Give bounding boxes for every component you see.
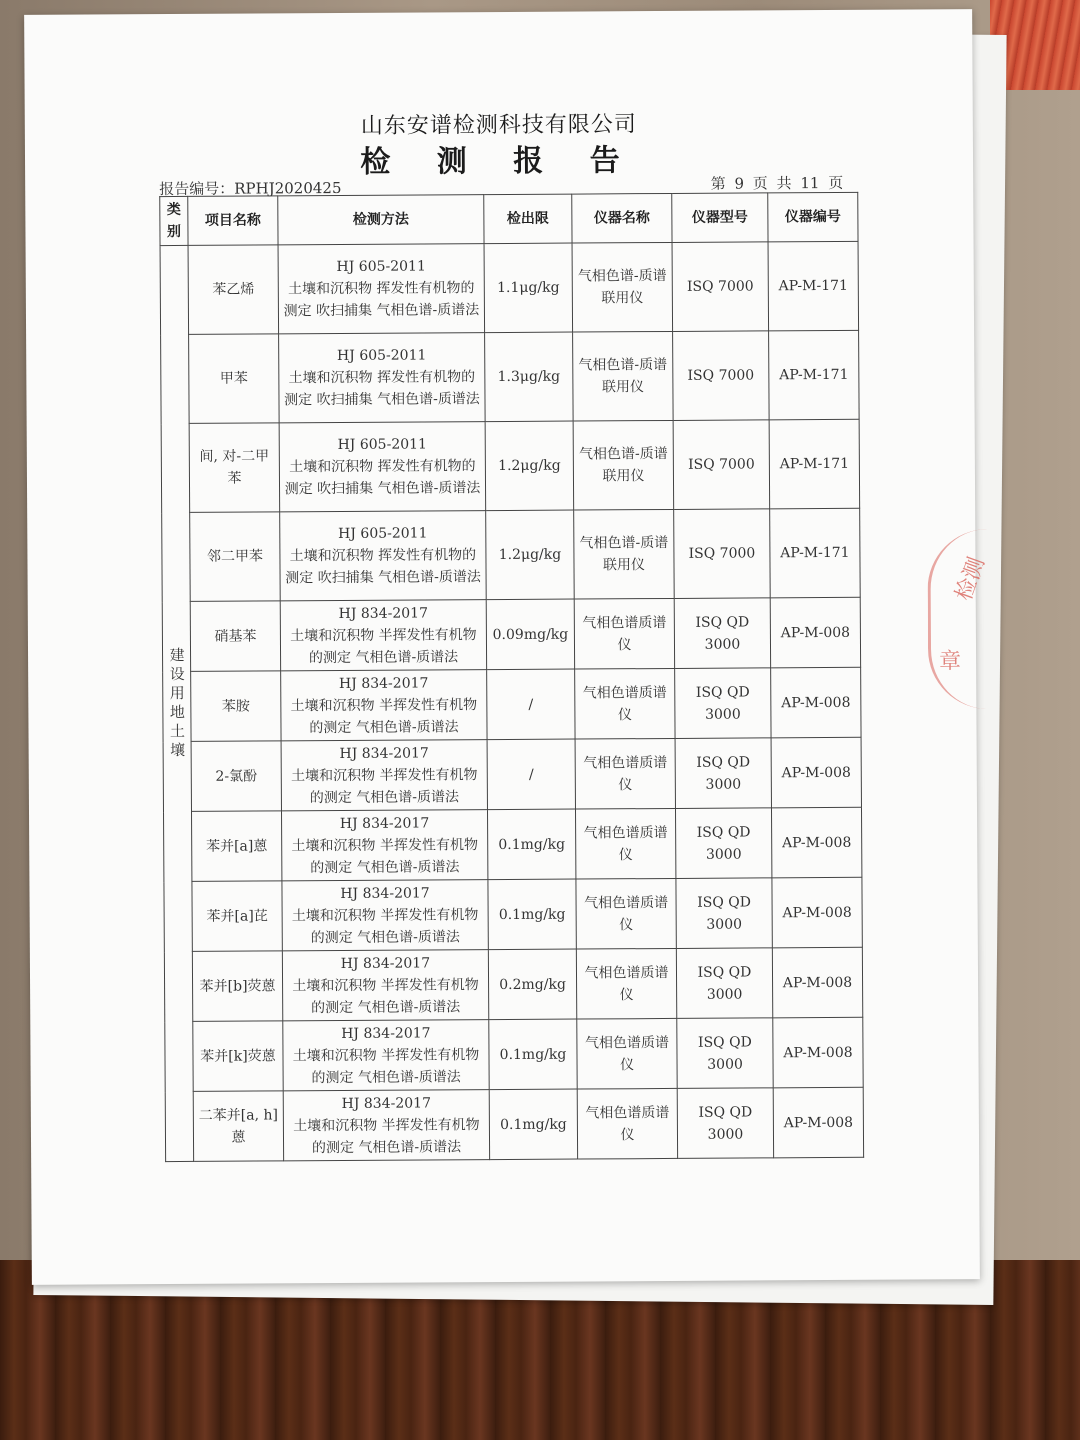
table-row [160, 241, 859, 334]
method-cell [280, 600, 486, 671]
header-instrument-model: 仪器型号 [672, 193, 768, 243]
method-cell [281, 740, 487, 811]
method-description: 土壤和沉积物 半挥发性有机物的测定 气相色谱-质谱法 [290, 766, 478, 806]
method-description: 土壤和沉积物 半挥发性有机物的测定 气相色谱-质谱法 [292, 1046, 480, 1086]
table-row [162, 508, 861, 601]
instrument-name-cell: 气相色谱质谱仪 [575, 808, 675, 879]
detection-limit-cell: / [487, 739, 575, 810]
document-title: 检 测 报 告 [360, 143, 638, 180]
method-cell [279, 333, 486, 423]
instrument-name-cell: 气相色谱质谱仪 [577, 1088, 677, 1159]
item-name-cell: 苯胺 [191, 671, 281, 742]
header-method: 检测方法 [278, 195, 484, 245]
item-name-cell: 间, 对-二甲苯 [189, 423, 280, 513]
stamp-text: 检测 [951, 554, 990, 604]
instrument-name-cell: 气相色谱-质谱联用仪 [574, 509, 675, 599]
header-detection-limit: 检出限 [484, 194, 572, 244]
instrument-name-cell: 气相色谱-质谱联用仪 [573, 420, 674, 510]
detection-limit-cell: 0.1mg/kg [488, 879, 576, 950]
report-page [24, 9, 990, 1285]
method-standard: HJ 834-2017 [341, 1024, 431, 1042]
instrument-model-cell: ISQ 7000 [673, 420, 770, 510]
table-row [164, 877, 862, 951]
method-standard: HJ 605-2011 [337, 436, 427, 454]
method-description: 土壤和沉积物 半挥发性有机物的测定 气相色谱-质谱法 [291, 836, 478, 876]
instrument-id-cell: AP-M-171 [768, 241, 859, 331]
header-instrument-id: 仪器编号 [768, 192, 858, 242]
method-standard: HJ 834-2017 [338, 674, 429, 692]
method-description: 土壤和沉积物 半挥发性有机物的测定 气相色谱-质谱法 [291, 906, 479, 946]
instrument-name-cell: 气相色谱质谱仪 [575, 668, 675, 739]
table-row [165, 1017, 863, 1091]
item-name-cell: 苯并[k]荧蒽 [193, 1021, 283, 1092]
header-item-name: 项目名称 [188, 196, 278, 246]
instrument-id-cell: AP-M-008 [773, 1017, 863, 1088]
item-name-cell: 甲苯 [189, 334, 280, 424]
table-row [164, 947, 862, 1021]
report-number: 报告编号：RPHJ2020425 [159, 178, 342, 199]
instrument-model-cell: ISQ QD 3000 [677, 1018, 773, 1089]
instrument-id-cell: AP-M-008 [771, 807, 861, 878]
instrument-name-cell: 气相色谱-质谱联用仪 [573, 331, 674, 421]
instrument-model-cell: ISQ QD 3000 [676, 878, 772, 949]
detection-limit-cell: 0.1mg/kg [487, 809, 575, 880]
instrument-id-cell: AP-M-171 [769, 419, 860, 509]
method-description: 土壤和沉积物 半挥发性有机物的测定 气相色谱-质谱法 [290, 696, 478, 736]
method-description: 土壤和沉积物 挥发性有机物的测定 吹扫捕集 气相色谱-质谱法 [285, 547, 481, 587]
method-standard: HJ 834-2017 [341, 1094, 432, 1112]
detection-limit-cell: 1.2μg/kg [486, 510, 575, 600]
table-header-row [160, 192, 858, 245]
detection-limit-cell: 0.1mg/kg [489, 1089, 577, 1160]
method-cell [283, 1090, 489, 1161]
method-description: 土壤和沉积物 半挥发性有机物的测定 气相色谱-质谱法 [293, 1116, 480, 1156]
method-standard: HJ 834-2017 [340, 884, 430, 902]
method-standard: HJ 605-2011 [336, 347, 427, 365]
instrument-id-cell: AP-M-008 [773, 1087, 863, 1158]
instrument-model-cell: ISQ 7000 [673, 331, 770, 421]
item-name-cell: 2-氯酚 [191, 741, 281, 812]
table-row [163, 737, 861, 811]
detection-limit-cell: / [487, 669, 575, 740]
method-description: 土壤和沉积物 挥发性有机物的测定 吹扫捕集 气相色谱-质谱法 [284, 458, 481, 498]
item-name-cell: 二苯并[a, h]蒽 [193, 1091, 283, 1162]
method-cell [280, 511, 487, 601]
method-cell [281, 810, 487, 881]
method-cell [279, 422, 486, 512]
instrument-model-cell: ISQ QD 3000 [675, 808, 771, 879]
item-name-cell: 苯并[b]荧蒽 [192, 951, 282, 1022]
method-cell [282, 880, 488, 951]
item-name-cell: 苯乙烯 [188, 245, 279, 335]
official-seal-stamp [927, 529, 1008, 709]
method-cell [283, 1020, 489, 1091]
instrument-id-cell: AP-M-171 [769, 330, 860, 420]
method-standard: HJ 834-2017 [339, 814, 430, 832]
instrument-name-cell: 气相色谱质谱仪 [576, 948, 676, 1019]
method-description: 土壤和沉积物 半挥发性有机物的测定 气相色谱-质谱法 [290, 626, 477, 666]
table-row [163, 807, 861, 881]
instrument-name-cell: 气相色谱质谱仪 [577, 1018, 677, 1089]
detection-limit-cell: 0.2mg/kg [488, 949, 576, 1020]
stamp-text: 章 [939, 649, 962, 675]
table-row [163, 667, 861, 741]
instrument-name-cell: 气相色谱质谱仪 [574, 598, 674, 669]
method-description: 土壤和沉积物 挥发性有机物的测定 吹扫捕集 气相色谱-质谱法 [284, 369, 480, 409]
method-standard: HJ 605-2011 [338, 525, 428, 542]
instrument-model-cell: ISQ QD 3000 [677, 1088, 773, 1159]
instrument-model-cell: ISQ 7000 [674, 509, 771, 599]
header-instrument-name: 仪器名称 [572, 193, 672, 243]
method-standard: HJ 834-2017 [338, 604, 429, 622]
detection-limit-cell: 0.09mg/kg [486, 599, 574, 670]
instrument-model-cell: ISQ QD 3000 [674, 598, 770, 669]
instrument-id-cell: AP-M-171 [770, 508, 861, 598]
detection-limit-cell: 1.1μg/kg [484, 243, 573, 333]
instrument-name-cell: 气相色谱质谱仪 [576, 878, 676, 949]
method-description: 土壤和沉积物 挥发性有机物的测定 吹扫捕集 气相色谱-质谱法 [283, 280, 480, 320]
item-name-cell: 苯并[a]芘 [192, 881, 282, 952]
method-cell [282, 950, 488, 1021]
header-category: 类别 [160, 196, 188, 245]
instrument-id-cell: AP-M-008 [772, 877, 862, 948]
method-cell [278, 244, 485, 334]
detection-limit-cell: 1.2μg/kg [485, 421, 574, 511]
method-standard: HJ 834-2017 [340, 954, 431, 972]
instrument-id-cell: AP-M-008 [772, 947, 862, 1018]
instrument-model-cell: ISQ QD 3000 [675, 668, 771, 739]
detection-limit-cell: 0.1mg/kg [489, 1019, 577, 1090]
instrument-id-cell: AP-M-008 [770, 597, 860, 668]
method-cell [281, 670, 487, 741]
item-name-cell: 邻二甲苯 [190, 512, 281, 602]
method-standard: HJ 605-2011 [336, 258, 426, 276]
table-row [161, 330, 860, 423]
item-name-cell: 硝基苯 [190, 601, 280, 672]
test-methods-table [159, 192, 864, 1162]
table-row [161, 419, 860, 512]
page-number: 第 9 页 共 11 页 [710, 173, 844, 193]
company-name: 山东安谱检测科技有限公司 [360, 112, 637, 139]
item-name-cell: 苯并[a]蒽 [191, 811, 281, 882]
detection-limit-cell: 1.3μg/kg [485, 332, 574, 422]
instrument-model-cell: ISQ QD 3000 [675, 738, 771, 809]
instrument-id-cell: AP-M-008 [771, 737, 861, 808]
instrument-model-cell: ISQ QD 3000 [676, 948, 772, 1019]
category-cell: 建设用地土壤 [160, 245, 194, 1161]
method-description: 土壤和沉积物 半挥发性有机物的测定 气相色谱-质谱法 [292, 976, 479, 1016]
table-row [165, 1087, 863, 1161]
method-standard: HJ 834-2017 [339, 744, 429, 762]
instrument-name-cell: 气相色谱质谱仪 [575, 738, 675, 809]
instrument-id-cell: AP-M-008 [771, 667, 861, 738]
table-row [162, 597, 860, 671]
instrument-name-cell: 气相色谱-质谱联用仪 [572, 242, 673, 332]
instrument-model-cell: ISQ 7000 [672, 242, 769, 332]
table-body [160, 241, 864, 1161]
